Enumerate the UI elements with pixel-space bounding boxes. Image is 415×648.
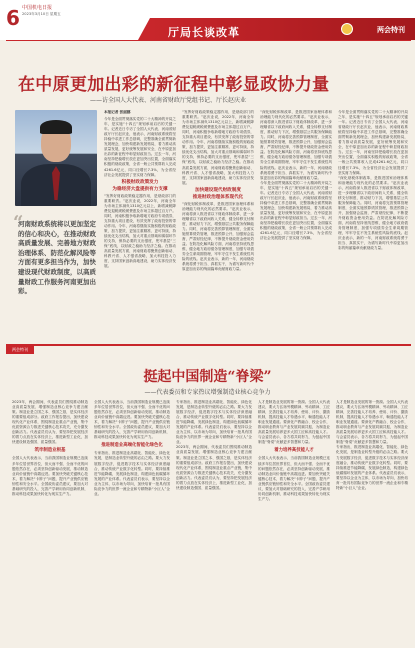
portrait-photo — [15, 110, 97, 206]
subhead: 为稳经济大盘提供有力支撑 — [112, 186, 168, 192]
article-subtitle: ——访全国人大代表、河南省财政厅党组书记、厅长赵庆业 — [90, 97, 247, 104]
article-title: 挺起中国制造“脊梁” — [143, 369, 272, 385]
column-text: 2023年，两会期间，代表委员们围绕推动制造业高质量发展、增强制造业核心竞争力建言献策。制造业是立国之本、强国之基，是实体经济的重要组成部分。政府工作报告提出，加快建设现代化产业体系，围绕制造业重点产业链，集中优质资源合力推进关键核心技术攻关，充分激发创新活力。代表委员们认为，要坚持把发展经济的着力点放在实体经济上，推进新型工业化，加快建设制造强国、质量强国。 — [12, 400, 88, 445]
column-text: 今年是全面贯彻落实党的二十大精神的开局之年，是实施“十四五”规划承前启后的关键一年。记者近日专访了全国人大代表、河南省财政厅厅长赵庆业，他表示，河南财政系统将坚持稳中求进工作总基调，完整准确全面贯彻新发展理念，加快构建新发展格局，着力推动高质量发展，更好统筹发展和安全，在中原更加出彩的新征程中彰显财政担当。过去一年，河南坚持把稳增长放在更加突出位置，全面落实积极的财政政策，全省一般公共预算收入完成4261.6亿元，同口径增长7.3%，为全省经济社会发展提供了坚实财力保障。 — [338, 110, 408, 175]
article-subtitle: ——代表委员和专家热议增强制造业核心竞争力 — [144, 389, 271, 396]
article-column-3 — [260, 110, 332, 338]
article2-column-3 — [176, 400, 252, 644]
article2-column-5 — [336, 400, 408, 644]
subhead: 推进财政治理体系现代化 — [192, 194, 244, 200]
column-text: 今年是全面贯彻落实党的二十大精神的开局之年，是实施“十四五”规划承前启后的关键一年。记者近日专访了全国人大代表、河南省财政厅厅长赵庆业，他表示，河南财政系统将坚持稳中求进工作总基调，完整准确全面贯彻新发展理念，加快构建新发展格局，着力推动高质量发展，更好统筹发展和安全，在中原更加出彩的新征程中彰显财政担当。过去一年，河南坚持把稳增长放在更加突出位置，全面落实积极的财政政策，全省一般公共预算收入完成4261.6亿元，同口径增长7.3%，为全省经济社会发展提供了坚实财力保障。 — [260, 180, 332, 241]
section-title: 厅局长谈改革 — [168, 26, 240, 39]
column-text: 今年是全面贯彻落实党的二十大精神的开局之年，是实施“十四五”规划承前启后的关键一年。记者近日专访了全国人大代表、河南省财政厅厅长赵庆业，他表示，河南财政系统将坚持稳中求进工作总基调，完整准确全面贯彻新发展理念，加快构建新发展格局，着力推动高质量发展，更好统筹发展和安全，在中原更加出彩的新征程中彰显财政担当。过去一年，河南坚持把稳增长放在更加突出位置，全面落实积极的财政政策，全省一般公共预算收入完成4261.6亿元，同口径增长7.3%，为全省经济社会发展提供了坚实财力保障。 — [104, 117, 176, 177]
byline: 本报记者 张丽娜 — [104, 110, 131, 114]
article-column-4 — [338, 110, 408, 338]
section-divider — [6, 344, 411, 346]
column-text: “发挥好财政政策稳定器作用，是财政部门的重要职责。”赵庆业说，2022年，河南全年为市场主体减负1310亿元以上，新增减税降费及退税缓税缓费惠及市场主体超过百万户。同时，河南积极争取新增地方政府专项债券，支持重大项目建设，有效发挥了政府投资的带动作用。今年，河南将继续实施积极的财政政策，加力提效，更加注重精准、更可持续，持续优化支出结构，加大对重点领域和薄弱环节的支持，保持必要的支出强度，兜牢基层“三保”底线，以财政之稳助力经济之稳。在推动高质量发展方面，河南财政将聚焦创新驱动、科教兴省、人才强省战略，加大科技投入力度，支持国家创新高地建设，助力实体经济发展。 — [182, 110, 254, 185]
column-text: “深化财税体制改革，是推进国家治理体系和治理能力现代化的必然要求。”赵庆业表示，河南将深入推进省以下财政体制改革，进一步理顺省以下政府间收入关系，健全转移支付制度，推动财力下沉，增强基层公共服务保障能力。同时，河南将完善预算管理制度，全面实施预算绩效管理，推进预算公开，加强财会监督，严肃财经纪律，不断提升财政资金使用效益。在防范化解风险方面，河南将坚持底线思维，健全地方政府债务管理制度，加强专项债券全生命周期管理，牢牢守住不发生系统性风险的底线。赵庆业表示，新的一年，河南财政系统将勇于担当、真抓实干，为谱写新时代中原更加出彩的绚丽篇章贡献财政力量。 — [182, 201, 254, 272]
column-text: 全国人大代表表示，当前我国制造业规模已连续多年位居世界首位，但大而不强、全而不优的问题依然存在，必须坚持创新驱动发展，推动制造业向价值链中高端迈进。要加快突破关键核心技术，着力解决“卡脖子”问题，提升产业链供应链韧性和安全水平。全国政协委员建议，要加大对基础研究的投入，完善产学研用协同创新机制，推动科技成果加快转化为现实生产力。 — [258, 456, 330, 501]
column-text: 全国人大代表表示，当前我国制造业规模已连续多年位居世界首位，但大而不强、全而不优的问题依然存在，必须坚持创新驱动发展，推动制造业向价值链中高端迈进。要加快突破关键核心技术，着力解决“卡脖子”问题，提升产业链供应链韧性和安全水平。全国政协委员建议，要加大对基础研究的投入，完善产学研用协同创新机制，推动科技成果加快转化为现实生产力。 — [12, 456, 88, 496]
emblem-icon — [341, 23, 353, 35]
column-text: 专家指出，推进制造业高端化、智能化、绿色化发展，是制造业转型升级的必由之路。要大力发展数字经济，促进数字技术与实体经济深度融合，推动传统产业数字化转型。同时，要持续推进节能降碳，发展绿色制造，构建绿色低碳循环发展的产业体系。代表委员们表示，要坚持以企业为主体，以市场为导向，加快培育一批具有国际竞争力的世界一流企业和专精特新“小巨人”企业。 — [336, 445, 408, 490]
page-number: 6 — [6, 6, 20, 30]
column-text: “发挥好财政政策稳定器作用，是财政部门的重要职责。”赵庆业说，2022年，河南全年为市场主体减负1310亿元以上，新增减税降费及退税缓税缓费惠及市场主体超过百万户。同时，河南积极争取新增地方政府专项债券，支持重大项目建设，有效发挥了政府投资的带动作用。今年，河南将继续实施积极的财政政策，加力提效，更加注重精准、更可持续，持续优化支出结构，加大对重点领域和薄弱环节的支持，保持必要的支出强度，兜牢基层“三保”底线，以财政之稳助力经济之稳。在推动高质量发展方面，河南财政将聚焦创新驱动、科教兴省、人才强省战略，加大科技投入力度，支持国家创新高地建设，助力实体经济发展。 — [104, 193, 176, 269]
subhead: 筑牢制造业根基 — [34, 448, 66, 454]
subhead: 着力培养高技能人才 — [274, 448, 314, 454]
paper-date: 2023年3月10日 星期五 — [22, 12, 61, 16]
column-text: “深化财税体制改革，是推进国家治理体系和治理能力现代化的必然要求。”赵庆业表示，河南将深入推进省以下财政体制改革，进一步理顺省以下政府间收入关系，健全转移支付制度，推动财力下沉，增强基层公共服务保障能力。同时，河南将完善预算管理制度，全面实施预算绩效管理，推进预算公开，加强财会监督，严肃财经纪律，不断提升财政资金使用效益。在防范化解风险方面，河南将坚持底线思维，健全地方政府债务管理制度，加强专项债券全生命周期管理，牢牢守住不发生系统性风险的底线。赵庆业表示，新的一年，河南财政系统将勇于担当、真抓实干，为谱写新时代中原更加出彩的绚丽篇章贡献财政力量。 — [338, 175, 408, 251]
subhead: 积极财政政策发力 — [121, 179, 159, 185]
quote-mark-icon: “ — [13, 212, 24, 233]
section-tag: 两会特刊 — [6, 346, 34, 354]
page-header — [0, 0, 415, 40]
paper-masthead — [22, 5, 61, 17]
column-text: 全国人大代表表示，当前我国制造业规模已连续多年位居世界首位，但大而不强、全而不优的问题依然存在，必须坚持创新驱动发展，推动制造业向价值链中高端迈进。要加快突破关键核心技术，着力解决“卡脖子”问题，提升产业链供应链韧性和安全水平。全国政协委员建议，要加大对基础研究的投入，完善产学研用协同创新机制，推动科技成果加快转化为现实生产力。 — [94, 400, 170, 440]
article2-column-1 — [12, 400, 88, 644]
column-text: 专家指出，推进制造业高端化、智能化、绿色化发展，是制造业转型升级的必由之路。要大力发展数字经济，促进数字技术与实体经济深度融合，推动传统产业数字化转型。同时，要持续推进节能降碳，发展绿色制造，构建绿色低碳循环发展的产业体系。代表委员们表示，要坚持以企业为主体，以市场为导向，加快培育一批具有国际竞争力的世界一流企业和专精特新“小巨人”企业。 — [94, 451, 170, 496]
paper-name: 中国机电日报 — [22, 5, 53, 11]
article2-column-4 — [258, 400, 330, 644]
article-title: 在中原更加出彩的新征程中彰显政协力量 — [18, 75, 330, 95]
column-text: 专家指出，推进制造业高端化、智能化、绿色化发展，是制造业转型升级的必由之路。要大力发展数字经济，促进数字技术与实体经济深度融合，推动传统产业数字化转型。同时，要持续推进节能降碳，发展绿色制造，构建绿色低碳循环发展的产业体系。代表委员们表示，要坚持以企业为主体，以市场为导向，加快培育一批具有国际竞争力的世界一流企业和专精特新“小巨人”企业。 — [176, 400, 252, 445]
column-text: “深化财税体制改革，是推进国家治理体系和治理能力现代化的必然要求。”赵庆业表示，河南将深入推进省以下财政体制改革，进一步理顺省以下政府间收入关系，健全转移支付制度，推动财力下沉，增强基层公共服务保障能力。同时，河南将完善预算管理制度，全面实施预算绩效管理，推进预算公开，加强财会监督，严肃财经纪律，不断提升财政资金使用效益。在防范化解风险方面，河南将坚持底线思维，健全地方政府债务管理制度，加强专项债券全生命周期管理，牢牢守住不发生系统性风险的底线。赵庆业表示，新的一年，河南财政系统将勇于担当、真抓实干，为谱写新时代中原更加出彩的绚丽篇章贡献财政力量。 — [260, 110, 332, 180]
column-text: 人才是制造业发展的第一资源。全国人大代表建议，要大力弘扬劳模精神、劳动精神、工匠精神，完善技能人才培养、使用、评价、激励机制，提高技能人才待遇水平，畅通技能人才职业发展通道。要深化产教融合、校企合作，推动职业教育与产业发展同频共振，为制造业高质量发展培养更多大国工匠和高技能人才。与会委员表示，各方将共同努力，为挺起中国制造“脊梁”贡献更多智慧和力量。 — [258, 400, 330, 445]
article2-column-2 — [94, 400, 170, 644]
column-text: 人才是制造业发展的第一资源。全国人大代表建议，要大力弘扬劳模精神、劳动精神、工匠精神，完善技能人才培养、使用、评价、激励机制，提高技能人才待遇水平，畅通技能人才职业发展通道。要深化产教融合、校企合作，推动职业教育与产业发展同频共振，为制造业高质量发展培养更多大国工匠和高技能人才。与会委员表示，各方将共同努力，为挺起中国制造“脊梁”贡献更多智慧和力量。 — [336, 400, 408, 445]
column-text: 2023年，两会期间，代表委员们围绕推动制造业高质量发展、增强制造业核心竞争力建言献策。制造业是立国之本、强国之基，是实体经济的重要组成部分。政府工作报告提出，加快建设现代化产业体系，围绕制造业重点产业链，集中优质资源合力推进关键核心技术攻关，充分激发创新活力。代表委员们认为，要坚持把发展经济的着力点放在实体经济上，推进新型工业化，加快建设制造强国、质量强国。 — [176, 445, 252, 490]
subhead: 推进制造业高端化智能化绿色化 — [101, 443, 163, 449]
header-divider — [6, 40, 411, 41]
brand-label: 两会特刊 — [377, 26, 405, 34]
article-column-1 — [104, 110, 176, 338]
subhead: 加快建设现代财政制度 — [195, 187, 241, 193]
article-column-2 — [182, 110, 254, 338]
pull-quote: 河南财政系统将以更加坚定的信心和决心，在推动财政高质量发展、完善地方财政治理体系、防范化解风险等方面有更多担当作为，加快建设现代财政制度，以高质量财政工作服务河南更加出彩。 — [18, 220, 96, 296]
